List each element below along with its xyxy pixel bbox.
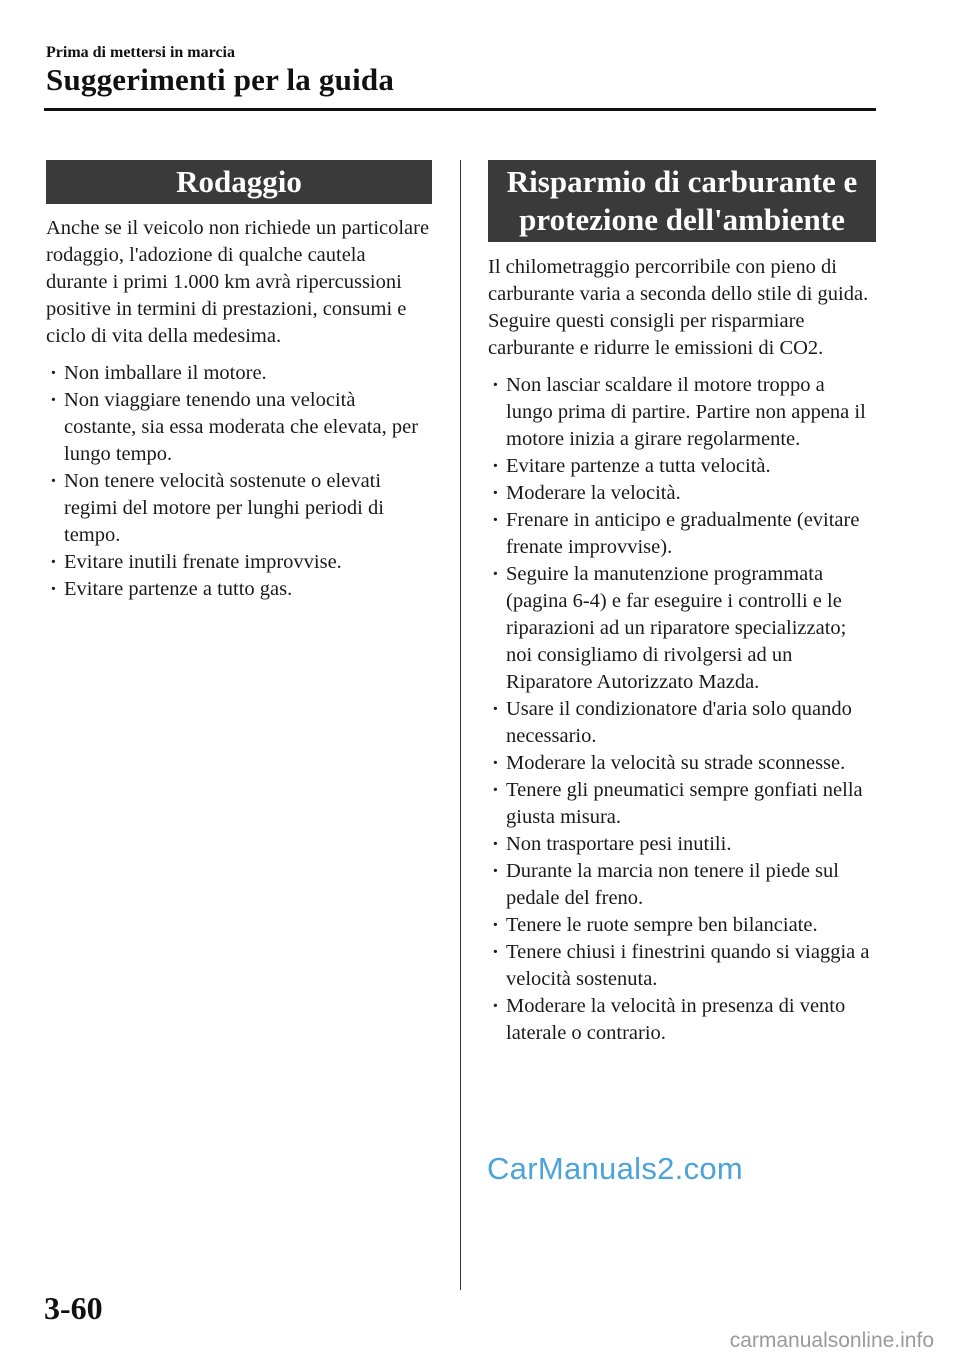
list-item-text: Frenare in anticipo e gradualmente (evitare frenate improvvise). [506, 509, 860, 558]
section-heading-rodaggio: Rodaggio [46, 160, 432, 204]
list-item-text: Moderare la velocità su strade sconnesse. [506, 752, 846, 774]
bullet-dot: · [492, 482, 499, 504]
bullet-dot: · [492, 914, 499, 936]
bullet-dot: · [50, 551, 57, 573]
list-item-text: Usare il condizionatore d'aria solo quando necessario. [506, 698, 852, 747]
list-item-text: Moderare la velocità in presenza di vento laterale o contrario. [506, 995, 846, 1044]
list-item [46, 468, 432, 549]
list-item-text: Tenere gli pneumatici sempre gonfiati nella giusta misura. [506, 779, 863, 828]
list-item [488, 831, 876, 858]
footer-site-link[interactable]: carmanualsonline.info [729, 1329, 934, 1352]
list-item [488, 939, 876, 993]
list-item [488, 372, 876, 453]
bullet-dot: · [50, 389, 57, 411]
list-item [488, 480, 876, 507]
list-item-text: Non tenere velocità sostenute o elevati regimi del motore per lunghi periodi di tempo. [64, 470, 384, 546]
list-item [46, 360, 432, 387]
list-item [488, 750, 876, 777]
bullet-dot: · [492, 941, 499, 963]
list-item-text: Moderare la velocità. [506, 482, 681, 504]
section-heading-fuel-saving: Risparmio di carburante e protezione dell'ambiente [488, 160, 876, 242]
section-intro: Il chilometraggio percorribile con pieno di carburante varia a seconda dello stile di guida. Seguire questi consigli per risparmiare carburante e ridurre le emissioni di CO2. [488, 256, 869, 359]
bullet-dot: · [492, 563, 499, 585]
list-item [488, 507, 876, 561]
bullet-dot: · [492, 833, 499, 855]
list-item [488, 453, 876, 480]
list-item [488, 777, 876, 831]
bullet-list [46, 360, 432, 603]
list-item [46, 549, 432, 576]
list-item-text: Evitare partenze a tutto gas. [64, 578, 293, 600]
list-item [488, 993, 876, 1047]
list-item [46, 576, 432, 603]
list-item-text: Tenere chiusi i finestrini quando si viaggia a velocità sostenuta. [506, 941, 870, 990]
list-item [488, 696, 876, 750]
list-item-text: Evitare inutili frenate improvvise. [64, 551, 342, 573]
list-item-text: Non lasciar scaldare il motore troppo a lungo prima di partire. Partire non appena il motore inizia a girare regolarmente. [506, 374, 866, 450]
section-intro: Anche se il veicolo non richiede un particolare rodaggio, l'adozione di qualche cautela durante i primi 1.000 km avrà ripercussioni positive in termini di prestazioni, consumi e ciclo di vita della medesima. [46, 217, 430, 347]
list-item-text: Non imballare il motore. [64, 362, 267, 384]
list-item-text: Seguire la manutenzione programmata (pagina 6-4) e far eseguire i controlli e le riparazioni ad un riparatore specializzato; noi consigliamo di rivolgersi ad un Riparatore Autorizzato Mazda. [506, 563, 847, 693]
list-item-text: Non trasportare pesi inutili. [506, 833, 732, 855]
list-item [46, 387, 432, 468]
bullet-dot: · [50, 470, 57, 492]
right-column [488, 160, 876, 1047]
bullet-dot: · [50, 578, 57, 600]
section-label: Prima di mettersi in marcia [46, 44, 235, 61]
page-title: Suggerimenti per la guida [46, 62, 395, 97]
bullet-dot: · [492, 752, 499, 774]
left-column [46, 160, 432, 603]
bullet-dot: · [492, 509, 499, 531]
list-item-text: Non viaggiare tenendo una velocità costante, sia essa moderata che elevata, per lungo tempo. [64, 389, 419, 465]
list-item [488, 912, 876, 939]
header-divider [44, 108, 876, 111]
bullet-dot: · [492, 995, 499, 1017]
watermark: CarManuals2.com [487, 1151, 744, 1186]
list-item [488, 858, 876, 912]
list-item-text: Durante la marcia non tenere il piede sul pedale del freno. [506, 860, 839, 909]
list-item-text: Evitare partenze a tutta velocità. [506, 455, 771, 477]
bullet-dot: · [492, 860, 499, 882]
column-divider [460, 160, 461, 1290]
bullet-dot: · [492, 698, 499, 720]
bullet-dot: · [50, 362, 57, 384]
bullet-dot: · [492, 374, 499, 396]
list-item-text: Tenere le ruote sempre ben bilanciate. [506, 914, 818, 936]
bullet-list [488, 372, 876, 1047]
bullet-dot: · [492, 455, 499, 477]
list-item [488, 561, 876, 696]
page-number: 3-60 [44, 1290, 103, 1326]
bullet-dot: · [492, 779, 499, 801]
